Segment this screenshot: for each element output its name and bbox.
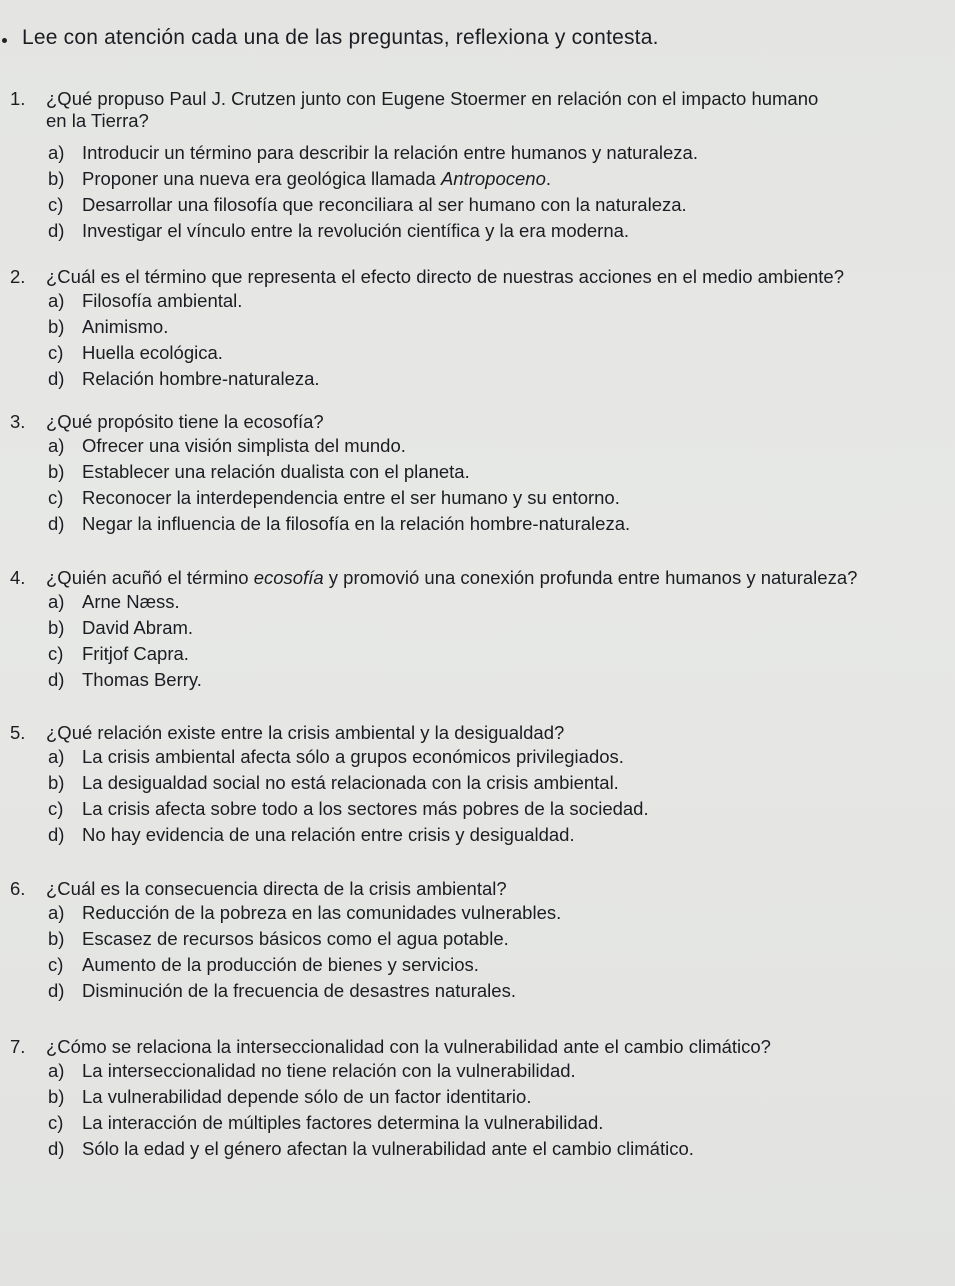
question-text: 5. ¿Qué relación existe entre la crisis ambiental y la desigualdad?	[10, 722, 565, 743]
question-4	[10, 567, 940, 693]
option-b: b) Animismo.	[48, 316, 169, 337]
question-2	[10, 266, 940, 392]
option-a: a) La crisis ambiental afecta sólo a grupos económicos privilegiados.	[48, 746, 624, 767]
instructions: Lee con atención cada una de las preguntas, reflexiona y contesta.	[22, 26, 659, 49]
question-text	[10, 88, 940, 110]
option-c: c) Fritjof Capra.	[48, 643, 189, 664]
option-b: b) Escasez de recursos básicos como el agua potable.	[48, 928, 509, 949]
question-text: 7. ¿Cómo se relaciona la interseccionalidad con la vulnerabilidad ante el cambio climático?	[10, 1036, 771, 1057]
option-c: c) Desarrollar una filosofía que reconciliara al ser humano con la naturaleza.	[48, 194, 687, 215]
option-d: d) No hay evidencia de una relación entre crisis y desigualdad.	[48, 824, 575, 845]
option-b: b) La desigualdad social no está relacionada con la crisis ambiental.	[48, 772, 619, 793]
option-c: c) La crisis afecta sobre todo a los sectores más pobres de la sociedad.	[48, 798, 649, 819]
question-number: 1.	[10, 88, 26, 109]
option-a: a) Arne Næss.	[48, 591, 180, 612]
option-a: a) Ofrecer una visión simplista del mundo.	[48, 435, 406, 456]
option-b: b) Proponer una nueva era geológica llamada Antropoceno.	[48, 168, 552, 189]
question-text: 4. ¿Quién acuñó el término ecosofía y promovió una conexión profunda entre humanos y naturaleza?	[10, 567, 858, 588]
question-stem: ¿Qué propuso Paul J. Crutzen junto con Eugene Stoermer en relación con el impacto humano	[46, 88, 819, 109]
question-3	[10, 411, 940, 537]
option-c: c) Huella ecológica.	[48, 342, 223, 363]
option-c: c) La interacción de múltiples factores determina la vulnerabilidad.	[48, 1112, 604, 1133]
option-d: d) Disminución de la frecuencia de desastres naturales.	[48, 980, 516, 1001]
option-b: b) Establecer una relación dualista con el planeta.	[48, 461, 470, 482]
option-c: c) Aumento de la producción de bienes y servicios.	[48, 954, 479, 975]
option-b: b) La vulnerabilidad depende sólo de un factor identitario.	[48, 1086, 532, 1107]
option-d: d) Investigar el vínculo entre la revolución científica y la era moderna.	[48, 220, 630, 241]
option-c: c) Reconocer la interdependencia entre el ser humano y su entorno.	[48, 487, 620, 508]
question-text: 3. ¿Qué propósito tiene la ecosofía?	[10, 411, 324, 432]
question-text-continued: en la Tierra?	[46, 110, 149, 131]
option-d: d) Negar la influencia de la filosofía en la relación hombre-naturaleza.	[48, 513, 631, 534]
question-6	[10, 878, 940, 1004]
option-d: d) Sólo la edad y el género afectan la vulnerabilidad ante el cambio climático.	[48, 1138, 694, 1159]
question-7	[10, 1036, 940, 1162]
option-d: d) Relación hombre-naturaleza.	[48, 368, 320, 389]
option-a: a) Filosofía ambiental.	[48, 290, 243, 311]
option-d: d) Thomas Berry.	[48, 669, 202, 690]
question-5	[10, 722, 940, 848]
question-text: 2. ¿Cuál es el término que representa el efecto directo de nuestras acciones en el medio ambiente?	[10, 266, 845, 287]
option-a: a) Reducción de la pobreza en las comunidades vulnerables.	[48, 902, 562, 923]
bullet-dot	[2, 38, 7, 43]
option-b: b) David Abram.	[48, 617, 194, 638]
question-1	[10, 88, 940, 244]
option-a: a) La interseccionalidad no tiene relación con la vulnerabilidad.	[48, 1060, 576, 1081]
question-text: 6. ¿Cuál es la consecuencia directa de la crisis ambiental?	[10, 878, 507, 899]
option-a: a) Introducir un término para describir la relación entre humanos y naturaleza.	[48, 142, 698, 163]
